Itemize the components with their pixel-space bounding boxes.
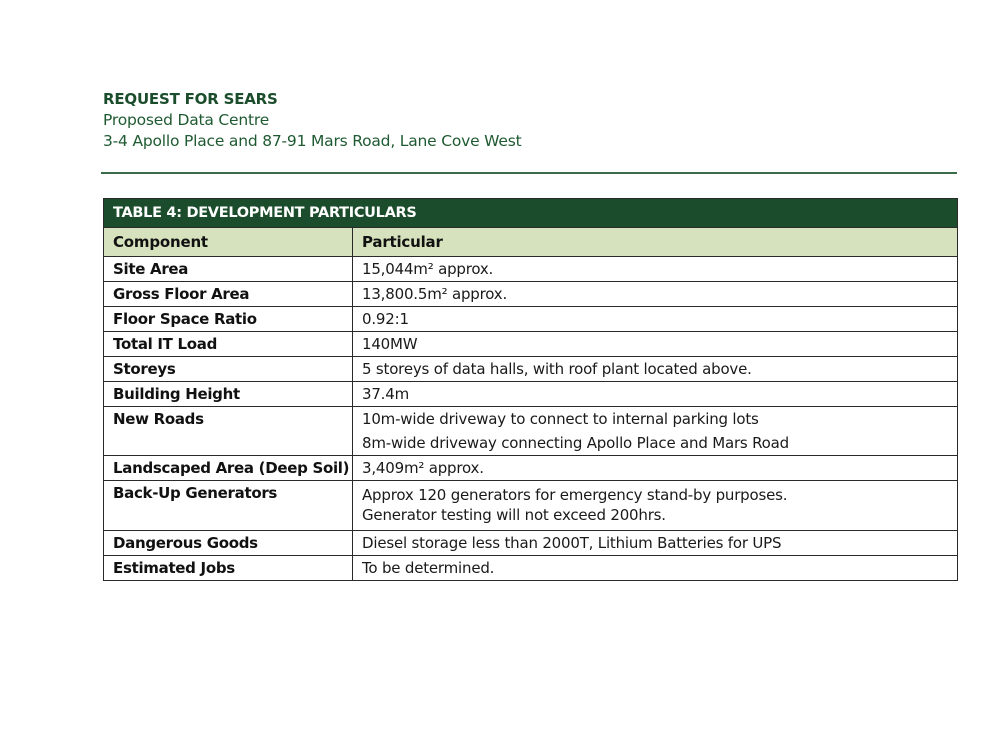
particular-text: To be determined. xyxy=(362,559,495,577)
component-cell: New Roads xyxy=(104,407,353,456)
particular-text: 10m-wide driveway to connect to internal parking lots xyxy=(362,410,759,428)
column-header-component: Component xyxy=(104,228,353,257)
component-cell: Site Area xyxy=(104,257,353,282)
particular-cell xyxy=(353,332,958,357)
component-cell: Storeys xyxy=(104,357,353,382)
particular-cell xyxy=(353,407,958,456)
component-cell: Dangerous Goods xyxy=(104,531,353,556)
table-row xyxy=(104,357,958,382)
header-divider xyxy=(101,172,957,174)
table-row xyxy=(104,556,958,581)
component-cell: Estimated Jobs xyxy=(104,556,353,581)
table-row xyxy=(104,332,958,357)
development-particulars-table xyxy=(103,198,958,581)
particular-text: 8m-wide driveway connecting Apollo Place and Mars Road xyxy=(362,434,789,452)
particular-text: 5 storeys of data halls, with roof plant located above. xyxy=(362,360,752,378)
document-header xyxy=(103,89,963,152)
document-address: 3-4 Apollo Place and 87-91 Mars Road, Lane Cove West xyxy=(103,132,522,150)
table-row xyxy=(104,257,958,282)
table-row xyxy=(104,531,958,556)
column-header-particular: Particular xyxy=(353,228,958,257)
particular-cell xyxy=(353,357,958,382)
table-caption: TABLE 4: DEVELOPMENT PARTICULARS xyxy=(104,199,958,228)
component-cell: Total IT Load xyxy=(104,332,353,357)
component-cell: Gross Floor Area xyxy=(104,282,353,307)
table-header-row xyxy=(104,228,958,257)
particular-text: Generator testing will not exceed 200hrs. xyxy=(362,506,666,524)
document-subtitle: Proposed Data Centre xyxy=(103,111,270,129)
particular-cell xyxy=(353,481,958,531)
particular-text: Approx 120 generators for emergency stand-by purposes. xyxy=(362,486,788,504)
component-cell: Building Height xyxy=(104,382,353,407)
particular-text: Diesel storage less than 2000T, Lithium Batteries for UPS xyxy=(362,534,782,552)
table-row xyxy=(104,382,958,407)
particular-text: 37.4m xyxy=(362,385,410,403)
particular-text: 140MW xyxy=(362,335,418,353)
particular-cell xyxy=(353,456,958,481)
component-cell: Landscaped Area (Deep Soil) xyxy=(104,456,353,481)
table-caption-row xyxy=(104,199,958,228)
table-row xyxy=(104,407,958,456)
component-cell: Back-Up Generators xyxy=(104,481,353,531)
particular-cell xyxy=(353,556,958,581)
particular-text: 13,800.5m² approx. xyxy=(362,285,508,303)
particular-cell xyxy=(353,531,958,556)
document-title: REQUEST FOR SEARS xyxy=(103,90,278,108)
table-row xyxy=(104,307,958,332)
particular-cell xyxy=(353,307,958,332)
particular-text: 15,044m² approx. xyxy=(362,260,494,278)
particular-cell xyxy=(353,282,958,307)
particular-cell xyxy=(353,257,958,282)
table-row xyxy=(104,456,958,481)
particular-cell xyxy=(353,382,958,407)
component-cell: Floor Space Ratio xyxy=(104,307,353,332)
table-row xyxy=(104,282,958,307)
table-row xyxy=(104,481,958,531)
particular-text: 3,409m² approx. xyxy=(362,459,484,477)
particular-text: 0.92:1 xyxy=(362,310,409,328)
